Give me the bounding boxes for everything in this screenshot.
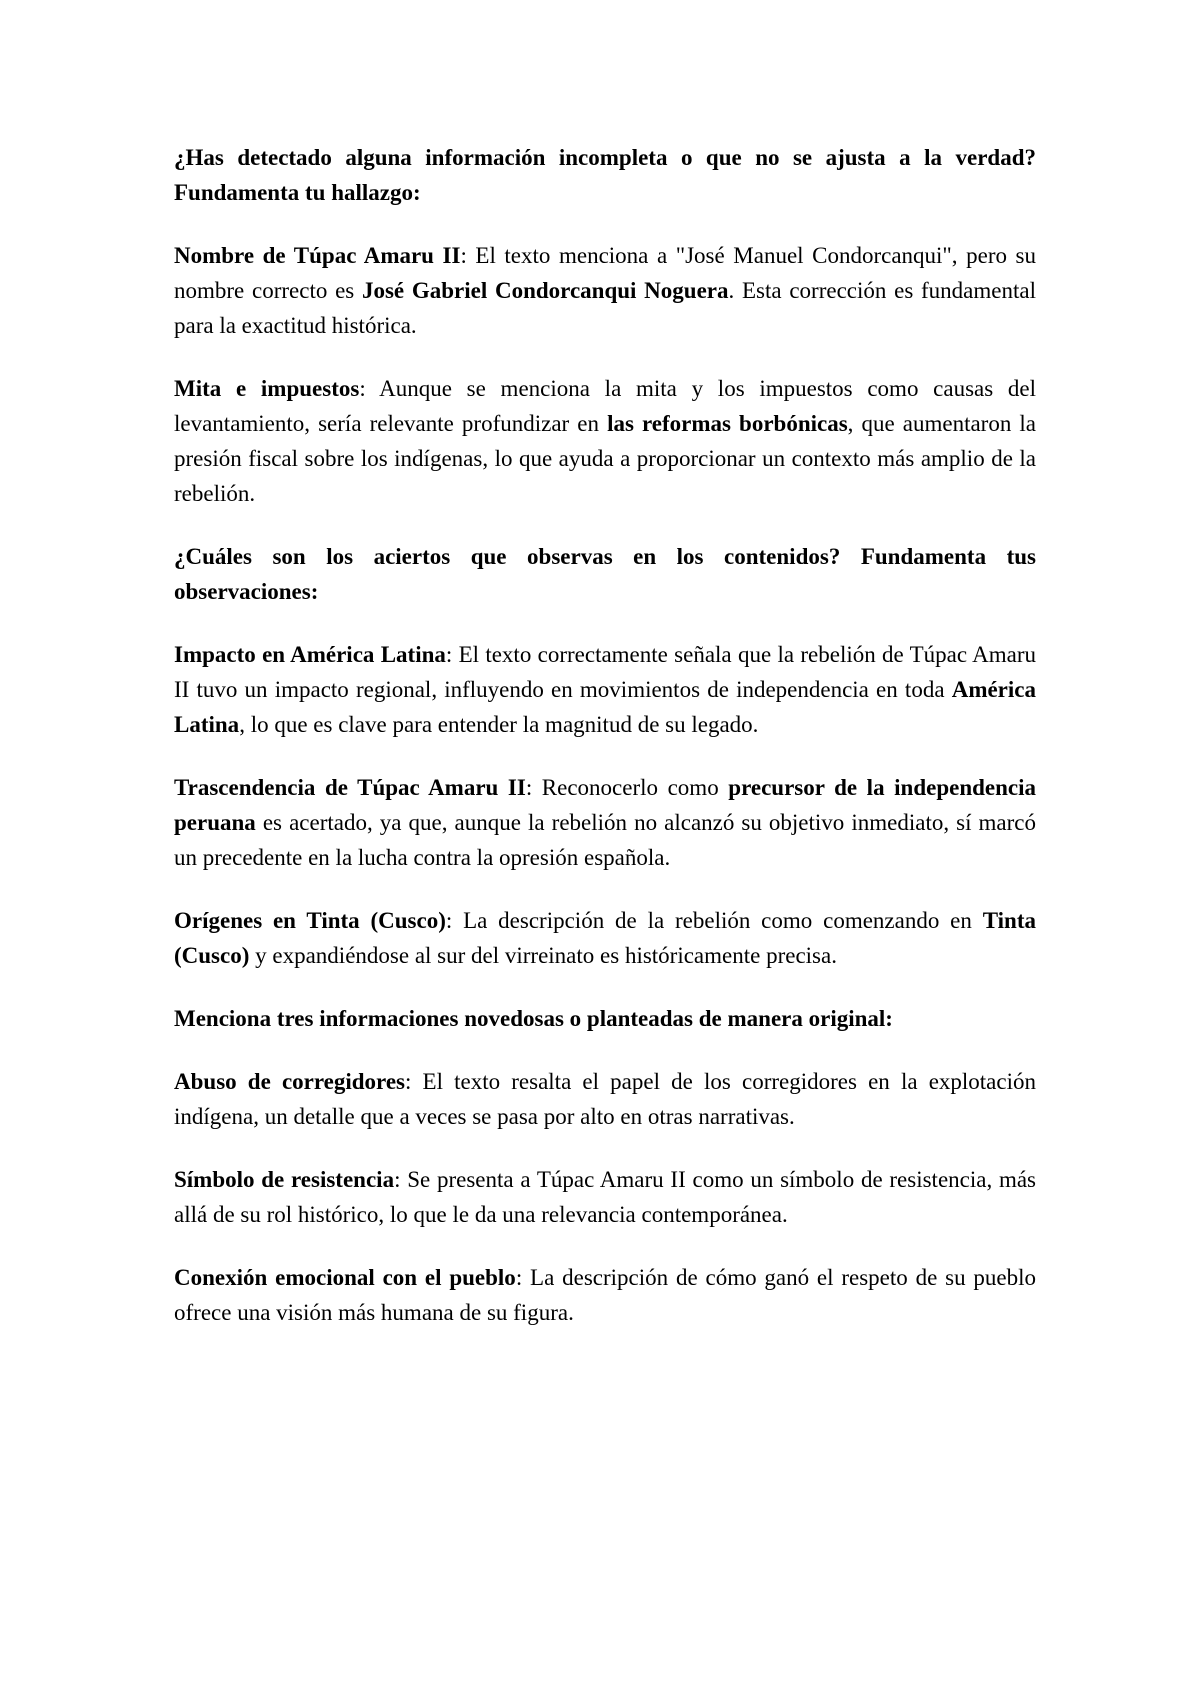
term-label: Conexión emocional con el pueblo [174,1265,516,1290]
paragraph-text: : El texto resalta el papel de los corregidores en la explotación indígena, un detalle que a veces se pasa por alto en otras narrativas. [174,1069,1036,1129]
emphasis-text: las reformas borbónicas [607,411,848,436]
paragraph-text: , lo que es clave para entender la magnitud de su legado. [239,712,759,737]
question-heading: ¿Has detectado alguna información incompleta o que no se ajusta a la verdad? Fundamenta tu hallazgo: [174,145,1036,205]
term-label: Impacto en América Latina [174,642,446,667]
paragraph-text: : Reconocerlo como [525,775,729,800]
emphasis-text: José Gabriel Condorcanqui Noguera [361,278,729,303]
paragraph-text: : Aunque se menciona la mita y los impuestos como causas del levantamiento, sería relevante profundizar en [174,376,1037,436]
answer-paragraph [174,238,1036,343]
paragraph-text: y expandiéndose al sur del virreinato es históricamente precisa. [249,943,837,968]
paragraph-text: . Esta corrección es fundamental para la exactitud histórica. [174,278,1036,338]
paragraph-text: : Se presenta a Túpac Amaru II como un símbolo de resistencia, más allá de su rol histórico, lo que le da una relevancia contemporánea. [174,1167,1037,1227]
term-label: Trascendencia de Túpac Amaru II [174,775,526,800]
paragraph-text: es acertado, ya que, aunque la rebelión no alcanzó su objetivo inmediato, sí marcó un precedente en la lucha contra la opresión española. [174,810,1036,870]
paragraph-text: : La descripción de cómo ganó el respeto de su pueblo ofrece una visión más humana de su figura. [174,1265,1037,1325]
paragraph-text: , que aumentaron la presión fiscal sobre los indígenas, lo que ayuda a proporcionar un contexto más amplio de la rebelión. [174,411,1037,506]
answer-paragraph [174,1260,1036,1330]
term-label: Orígenes en Tinta (Cusco) [174,908,446,933]
emphasis-text: América Latina [174,677,1036,737]
paragraph-text: : La descripción de la rebelión como comenzando en [445,908,983,933]
answer-paragraph [174,637,1036,742]
term-label: Símbolo de resistencia [174,1167,395,1192]
answer-paragraph [174,1064,1036,1134]
emphasis-text: Tinta (Cusco) [174,908,1036,968]
document-body [174,140,1036,1358]
question-heading: Menciona tres informaciones novedosas o planteadas de manera original: [174,1006,893,1031]
paragraph-text: : El texto correctamente señala que la rebelión de Túpac Amaru II tuvo un impacto regional, influyendo en movimientos de independencia en toda [174,642,1037,702]
term-label: Nombre de Túpac Amaru II [174,243,461,268]
term-label: Abuso de corregidores [174,1069,405,1094]
term-label: Mita e impuestos [174,376,360,401]
answer-paragraph [174,1162,1036,1232]
answer-paragraph [174,371,1036,511]
question-heading: ¿Cuáles son los aciertos que observas en los contenidos? Fundamenta tus observaciones: [174,544,1036,604]
answer-paragraph [174,903,1036,973]
paragraph-text: : El texto menciona a "José Manuel Condorcanqui", pero su nombre correcto es [174,243,1037,303]
answer-paragraph [174,770,1036,875]
emphasis-text: precursor de la independencia peruana [174,775,1037,835]
